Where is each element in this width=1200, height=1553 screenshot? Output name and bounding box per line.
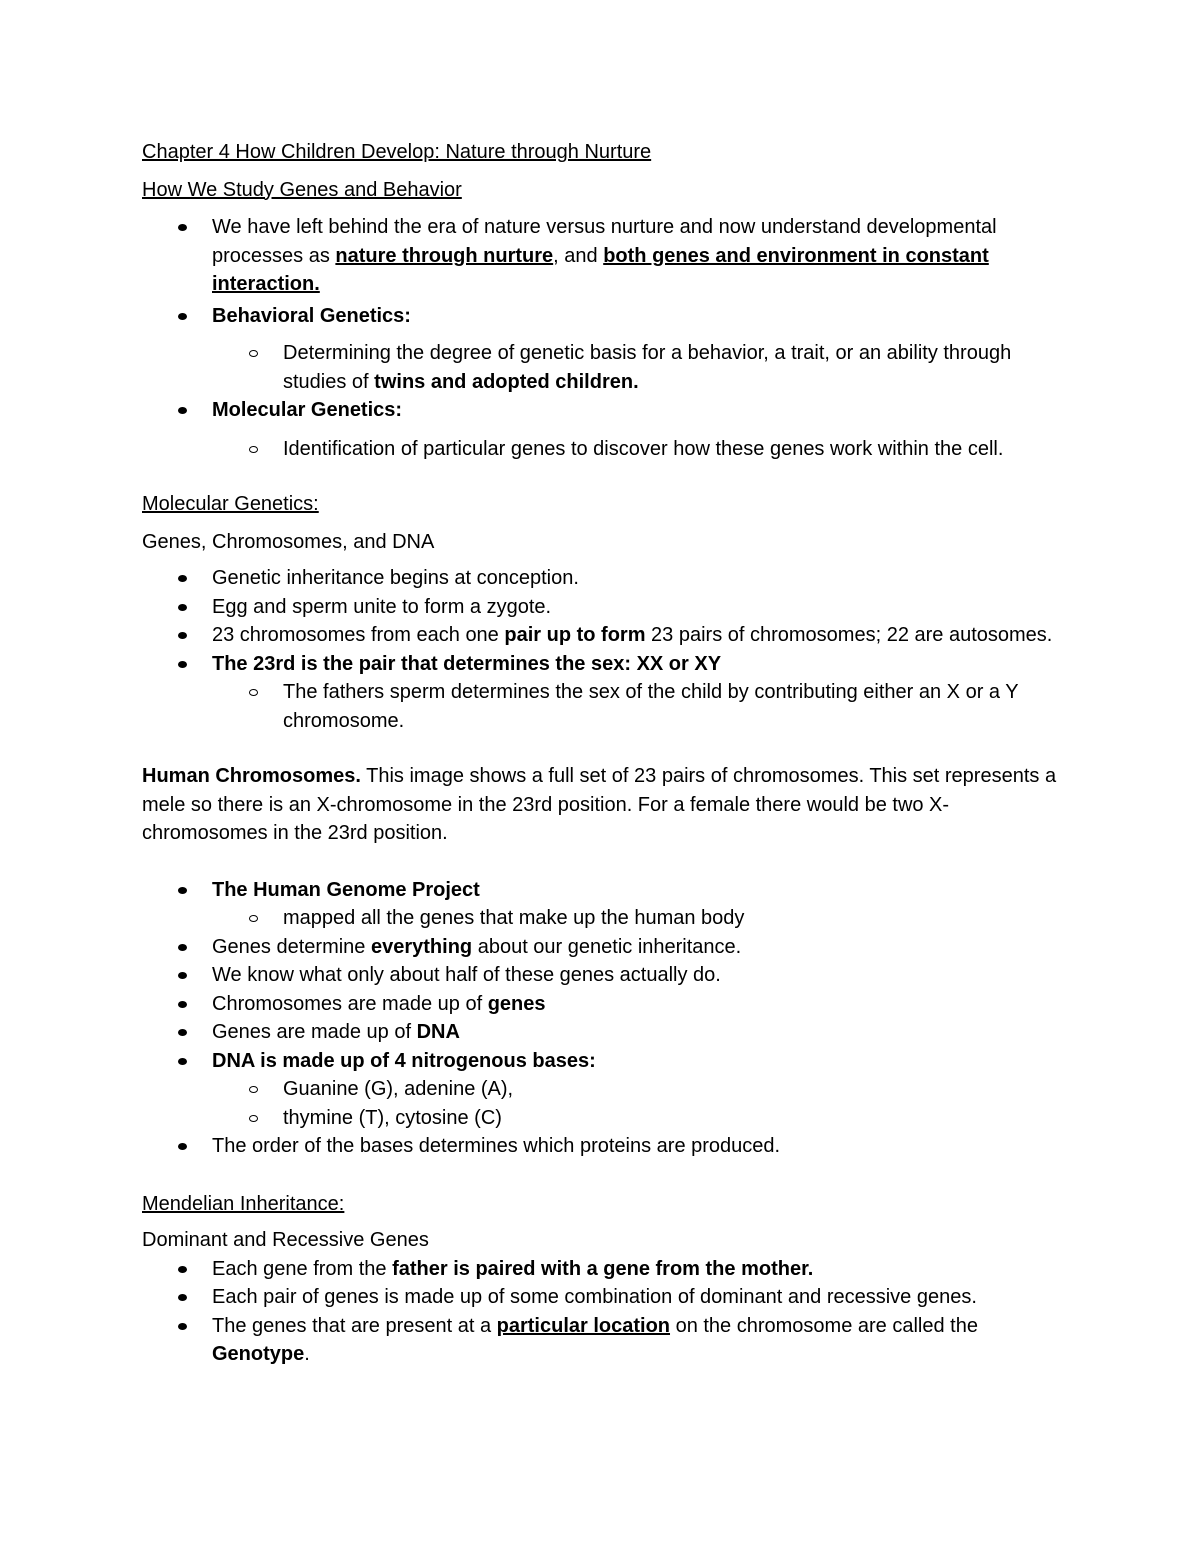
list-item: DNA is made up of 4 nitrogenous bases:	[142, 1047, 1072, 1076]
list-item: 23 chromosomes from each one pair up to form 23 pairs of chromosomes; 22 are autosomes.	[142, 621, 1072, 650]
list-item: Chromosomes are made up of genes	[142, 990, 1072, 1019]
list-item: The fathers sperm determines the sex of the child by contributing either an X or a Y chromosome.	[142, 678, 1072, 735]
list-item: Behavioral Genetics:	[142, 302, 1072, 331]
list-item: Genetic inheritance begins at conception.	[142, 564, 1072, 593]
section-heading-genes-behavior: How We Study Genes and Behavior	[142, 178, 462, 201]
list-item: Each pair of genes is made up of some combination of dominant and recessive genes.	[142, 1283, 1072, 1312]
list-item: Molecular Genetics:	[142, 396, 1072, 425]
list-item: The Human Genome Project	[142, 876, 1072, 905]
bullet-list	[142, 876, 1072, 905]
sub-bullet-list	[142, 339, 1072, 396]
section-heading-mendelian-inheritance: Mendelian Inheritance:	[142, 1192, 345, 1215]
emphasis-text: nature through nurture	[335, 244, 554, 267]
list-item: The 23rd is the pair that determines the sex: XX or XY	[142, 650, 1072, 679]
list-item: Egg and sperm unite to form a zygote.	[142, 593, 1072, 622]
document-title: Chapter 4 How Children Develop: Nature through Nurture	[142, 141, 652, 163]
list-item: Identification of particular genes to discover how these genes work within the cell.	[142, 435, 1072, 464]
subheading-genes-chromosomes-dna: Genes, Chromosomes, and DNA	[142, 530, 435, 553]
bullet-list	[142, 213, 1072, 330]
paragraph-human-chromosomes: Human Chromosomes. This image shows a full set of 23 pairs of chromosomes. This set represents a mele so there is an X-chromosome in the 23rd position. For a female there would be two X-chromosomes in the 23rd position.	[142, 765, 1057, 844]
list-item: Each gene from the father is paired with a gene from the mother.	[142, 1255, 1072, 1284]
subheading-dominant-recessive: Dominant and Recessive Genes	[142, 1229, 429, 1251]
emphasis-text: both genes and environment in constant interaction.	[212, 244, 989, 295]
sub-bullet-list	[142, 904, 1072, 933]
list-item: Genes are made up of DNA	[142, 1018, 1072, 1047]
bullet-list	[142, 933, 1072, 1076]
list-item: The genes that are present at a particular location on the chromosome are called the Genotype.	[142, 1312, 1072, 1369]
section-heading-molecular-genetics: Molecular Genetics:	[142, 493, 319, 515]
sub-bullet-list	[142, 678, 1072, 735]
list-item: mapped all the genes that make up the human body	[142, 904, 1072, 933]
list-item: Determining the degree of genetic basis for a behavior, a trait, or an ability through studies of twins and adopted children.	[142, 339, 1072, 396]
list-item: The order of the bases determines which proteins are produced.	[142, 1132, 1072, 1161]
sub-bullet-list	[142, 1075, 1072, 1132]
sub-bullet-list	[142, 435, 1072, 464]
list-item: Guanine (G), adenine (A),	[142, 1075, 1072, 1104]
bullet-list	[142, 1132, 1072, 1161]
list-item: We know what only about half of these genes actually do.	[142, 961, 1072, 990]
list-item: thymine (T), cytosine (C)	[142, 1104, 1072, 1133]
document-body	[142, 138, 1072, 1369]
bullet-list	[142, 564, 1072, 678]
bullet-list	[142, 1255, 1072, 1369]
list-item: Genes determine everything about our genetic inheritance.	[142, 933, 1072, 962]
list-item: We have left behind the era of nature versus nurture and now understand developmental processes as nature through nurture, and both genes and environment in constant interaction.	[142, 213, 1072, 299]
bullet-list	[142, 396, 1072, 425]
emphasis-text: particular location	[496, 1314, 671, 1337]
